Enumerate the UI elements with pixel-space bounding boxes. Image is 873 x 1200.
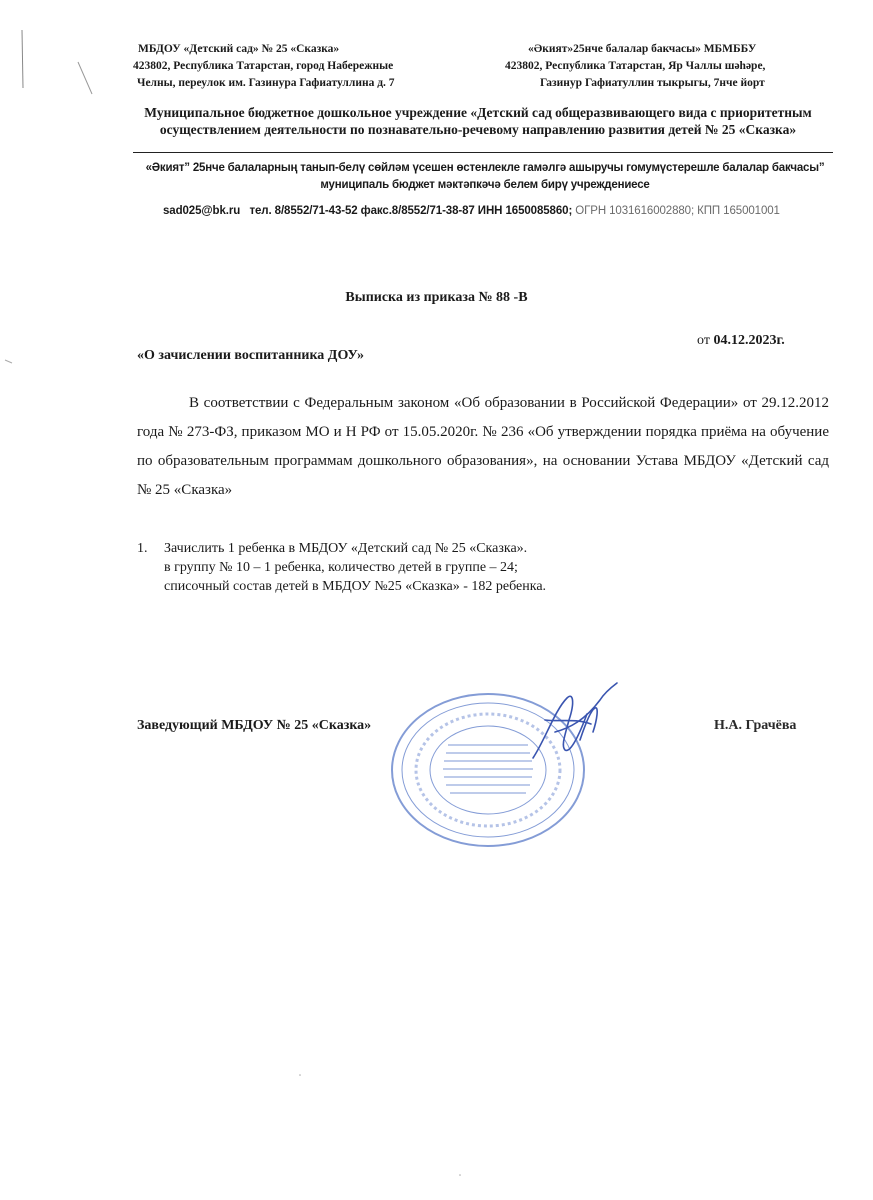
header-right-line2: 423802, Республика Татарстан, Яр Чаллы шәһәре, [505, 60, 766, 72]
header-left-line3: Челны, переулок им. Газинура Гафиатуллина д. 7 [137, 77, 395, 89]
header-left [133, 41, 395, 92]
header-right-line1: «Әкият»25нче балалар бакчасы» МБМББУ [528, 43, 757, 55]
document-subject: «О зачислении воспитанника ДОУ» [137, 348, 364, 363]
list-item [164, 539, 546, 596]
email: sad025@bk.ru [163, 205, 241, 217]
header-left-line1: МБДОУ «Детский сад» № 25 «Сказка» [138, 43, 340, 55]
contacts-line [163, 205, 780, 217]
registry-numbers: ОГРН 1031616002880; КПП 165001001 [575, 205, 780, 217]
body-text: В соответствии с Федеральным законом «Об образовании в Российской Федерации» от 29.12.2012 года № 273-ФЗ, приказом МО и Н РФ от 15.05.2020г. № 236 «Об утверждении порядка приёма на обучение по образовательным программам дошкольного образования», на основании Устава МБДОУ «Детский сад № 25 «Сказка» [137, 395, 829, 498]
document-title: Выписка из приказа № 88 -В [345, 290, 528, 305]
header-left-line2: 423802, Республика Татарстан, город Набережные [133, 60, 394, 72]
header-divider [133, 152, 833, 153]
signer-position: Заведующий МБДОУ № 25 «Сказка» [137, 718, 372, 733]
date-value: 04.12.2023г. [713, 333, 785, 348]
list-item-number: 1. [137, 541, 148, 556]
date-label: от [697, 333, 710, 348]
list-item-line: в группу № 10 – 1 ребенка, количество детей в группе – 24; [164, 560, 518, 575]
phones: тел. 8/8552/71-43-52 факс.8/8552/71-38-87 ИНН 1650085860; [249, 205, 573, 217]
signer-name: Н.А. Грачёва [714, 718, 797, 733]
list-item-line: списочный состав детей в МБДОУ №25 «Сказка» - 182 ребенка. [164, 579, 547, 594]
list-item-line: Зачислить 1 ребенка в МБДОУ «Детский сад № 25 «Сказка». [164, 541, 528, 556]
header-right [505, 41, 765, 92]
header-right-line3: Газинур Гафиатуллин тыкрыгы, 7нче йорт [540, 77, 765, 89]
institution-full-title: Муниципальное бюджетное дошкольное учреждение «Детский сад общеразвивающего вида с приоритетным осуществлением деятельности по познавательно-речевому направлению развития детей № 25 «Сказка» [144, 105, 812, 137]
document-date [697, 333, 785, 349]
handwritten-signature [525, 680, 625, 775]
body-paragraph [137, 389, 829, 505]
institution-tatar-name: «Әкият” 25нче балаларның танып-белү сөйләм үсешен өстенлекле гамәлгә ашыручы гомумүстерешле балалар бакчасы” муниципаль бюджет мәктәпкәчә белем бирү учреждениесе [145, 162, 825, 191]
